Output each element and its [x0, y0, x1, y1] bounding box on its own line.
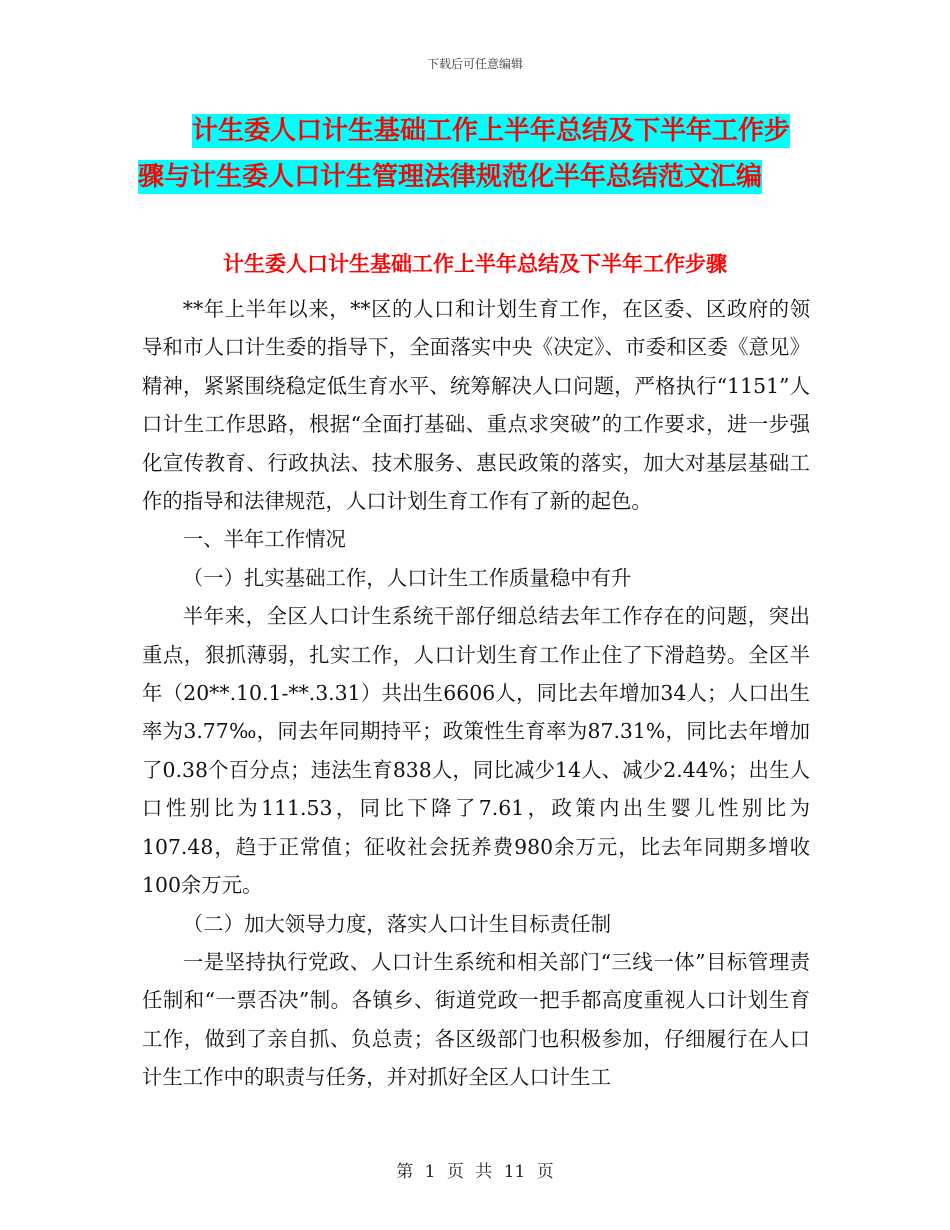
paragraph-statistics: 半年来，全区人口计生系统干部仔细总结去年工作存在的问题，突出重点，狠抓薄弱，扎实工作，人口计划生育工作止住了下滑趋势。全区半年（20**.10.1-**.3.31）共出生6606人，同比去年增加34人；人口出生率为3.77‰，同去年同期持平；政策性生育率为87.31%，同比去年增加了0.38个百分点；违法生育838人，同比减少14人、减少2.44%；出生人口性别比为111.53，同比下降了7.61，政策内出生婴儿性别比为107.48，趋于正常值；征收社会抚养费980余万元，比去年同期多增收100余万元。 — [142, 604, 810, 898]
page-number: 第 1 页 共 11 页 — [396, 1162, 554, 1182]
heading-subsection-2: （二）加大领导力度，落实人口计生目标责任制 — [182, 911, 611, 936]
document-title-line-1-text: 计生委人口计生基础工作上半年总结及下半年工作步 — [192, 116, 791, 146]
heading-section-1: 一、半年工作情况 — [182, 527, 346, 552]
paragraph-responsibility: 一是坚持执行党政、人口计生系统和相关部门“三线一体”目标管理责任制和“一票否决”制。各镇乡、街道党政一把手都高度重视人口计划生育工作，做到了亲自抓、负总责；各区级部门也积极参加，仔细履行在人口计生工作中的职责与任务，并对抓好全区人口计生工 — [142, 949, 810, 1090]
document-body — [142, 290, 810, 1097]
document-title — [138, 108, 808, 200]
page-header-note: 下载后可任意编辑 — [426, 57, 523, 71]
paragraph-intro: **年上半年以来，**区的人口和计划生育工作，在区委、区政府的领导和市人口计生委的指导下，全面落实中央《决定》、市委和区委《意见》精神，紧紧围绕稳定低生育水平、统筹解决人口问题，严格执行“1151”人口计生工作思路，根据“全面打基础、重点求突破”的工作要求，进一步强化宣传教育、行政执法、技术服务、惠民政策的落实，加大对基层基础工作的指导和法律规范，人口计划生育工作有了新的起色。 — [142, 297, 810, 514]
section-title: 计生委人口计生基础工作上半年总结及下半年工作步骤 — [223, 252, 727, 276]
heading-subsection-1: （一）扎实基础工作，人口计生工作质量稳中有升 — [182, 565, 632, 590]
document-title-line-1 — [138, 108, 808, 154]
document-title-line-2 — [138, 154, 808, 200]
document-title-line-2-text: 骤与计生委人口计生管理法律规范化半年总结范文汇编 — [138, 162, 763, 192]
